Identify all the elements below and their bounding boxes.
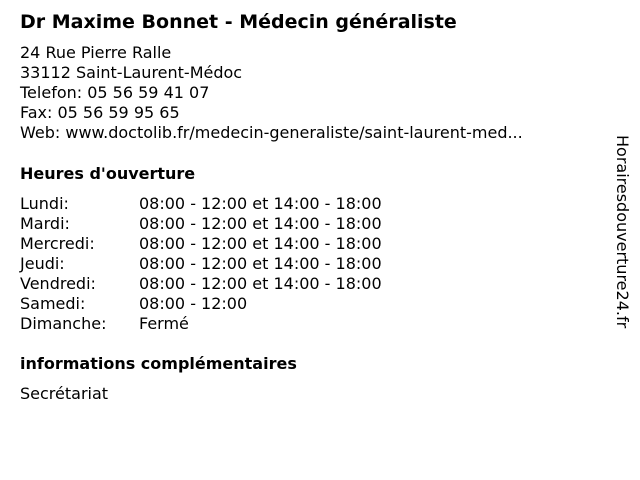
page-title: Dr Maxime Bonnet - Médecin généraliste <box>20 11 457 33</box>
time-value: 08:00 - 12:00 et 14:00 - 18:00 <box>139 254 382 273</box>
day-label: Jeudi: <box>20 254 65 273</box>
day-label: Vendredi: <box>20 274 96 293</box>
day-label: Samedi: <box>20 294 86 313</box>
time-value: 08:00 - 12:00 et 14:00 - 18:00 <box>139 274 382 293</box>
city-address: 33112 Saint-Laurent-Médoc <box>20 63 243 82</box>
fax-number: Fax: 05 56 59 95 65 <box>20 103 180 122</box>
time-value: 08:00 - 12:00 et 14:00 - 18:00 <box>139 194 382 213</box>
opening-hours-heading: Heures d'ouverture <box>20 164 196 183</box>
address-block <box>20 43 523 143</box>
day-label: Mercredi: <box>20 234 95 253</box>
time-value: 08:00 - 12:00 et 14:00 - 18:00 <box>139 234 382 253</box>
street-address: 24 Rue Pierre Ralle <box>20 43 172 62</box>
time-value: 08:00 - 12:00 <box>139 294 248 313</box>
time-value: 08:00 - 12:00 et 14:00 - 18:00 <box>139 214 382 233</box>
additional-info-heading: informations complémentaires <box>20 354 297 373</box>
website-link[interactable]: Web: www.doctolib.fr/medecin-generaliste/saint-laurent-med... <box>20 123 523 142</box>
phone-number: Telefon: 05 56 59 41 07 <box>20 83 210 102</box>
site-watermark: Horairesdouverture24.fr <box>613 135 632 329</box>
additional-info-text: Secrétariat <box>20 384 109 403</box>
day-label: Lundi: <box>20 194 69 213</box>
day-label: Mardi: <box>20 214 70 233</box>
day-label: Dimanche: <box>20 314 107 333</box>
time-value: Fermé <box>139 314 189 333</box>
